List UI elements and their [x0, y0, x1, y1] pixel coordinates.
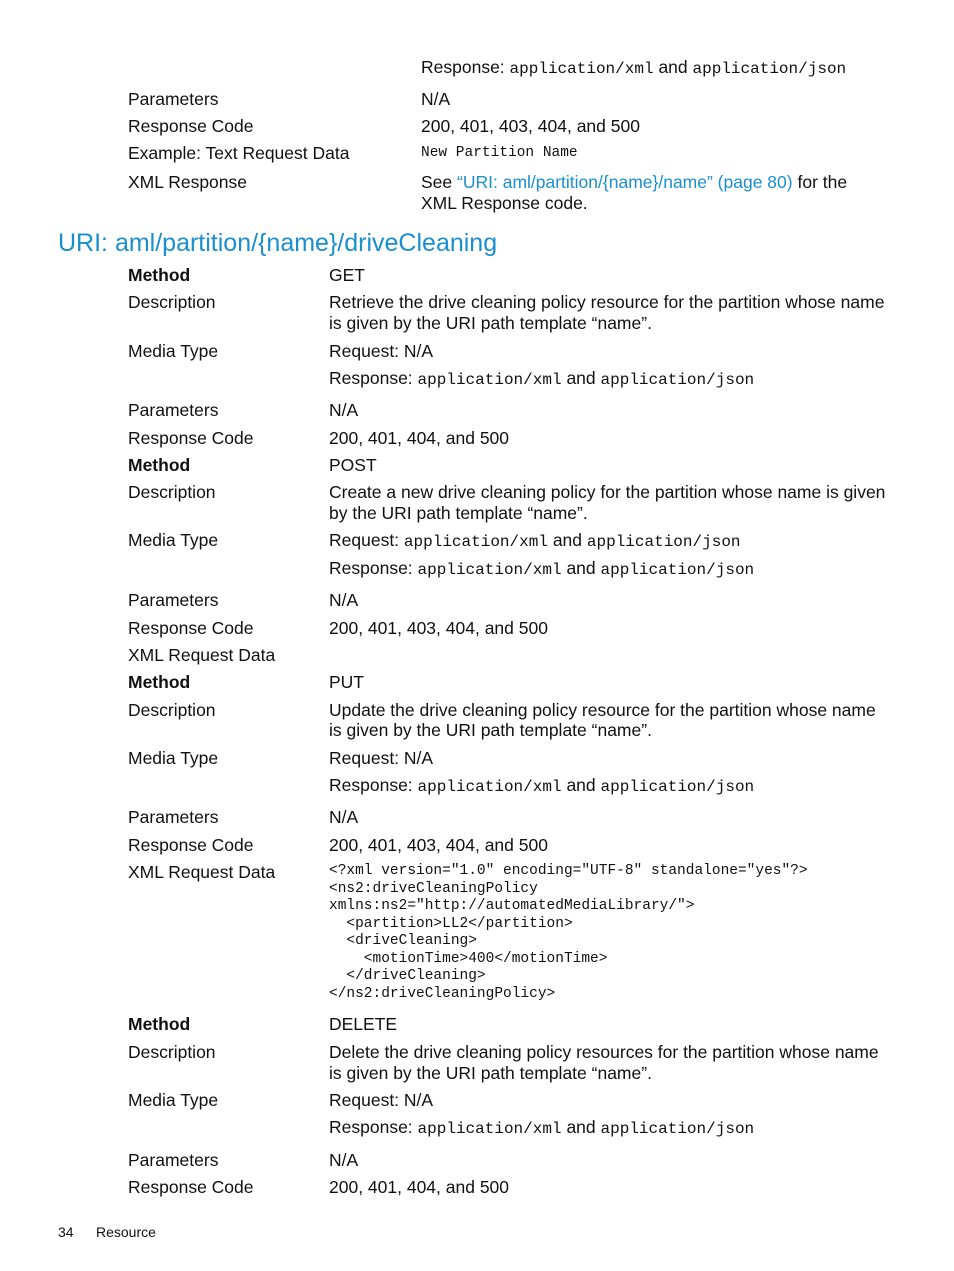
conjunction: and — [566, 368, 596, 388]
description-label: Description — [128, 700, 216, 720]
method-value: POST — [329, 455, 377, 475]
description-line: is given by the URI path template “name”. — [329, 1063, 652, 1083]
media-type-label: Media Type — [128, 748, 219, 768]
request-line: Request: N/A — [329, 1090, 434, 1110]
mime-type: application/xml — [417, 371, 562, 389]
row-value: 200, 401, 403, 404, and 500 — [421, 116, 640, 136]
mime-type: application/json — [586, 533, 741, 551]
method-value: PUT — [329, 672, 364, 692]
method-label: Method — [128, 672, 191, 692]
response-label: Response: — [329, 1117, 418, 1137]
response-line — [329, 775, 754, 796]
parameters-label: Parameters — [128, 807, 219, 827]
mime-type: application/xml — [417, 1120, 562, 1138]
page-number: 34 — [58, 1224, 74, 1240]
description-line: by the URI path template “name”. — [329, 503, 588, 523]
mime-type: application/json — [600, 1120, 755, 1138]
mime-type: application/xml — [417, 778, 562, 796]
parameters-value: N/A — [329, 400, 359, 420]
response-label: Response: — [329, 558, 418, 578]
response-code-value: 200, 401, 404, and 500 — [329, 1177, 510, 1197]
response-code-value: 200, 401, 403, 404, and 500 — [329, 618, 548, 638]
response-code-value: 200, 401, 403, 404, and 500 — [329, 835, 548, 855]
response-code-value: 200, 401, 404, and 500 — [329, 428, 510, 448]
media-type-label: Media Type — [128, 1090, 219, 1110]
conjunction: and — [566, 558, 596, 578]
parameters-label: Parameters — [128, 590, 219, 610]
description-label: Description — [128, 292, 216, 312]
footer-section-name: Resource — [96, 1224, 156, 1240]
row-label: Response Code — [128, 116, 254, 136]
method-label: Method — [128, 1014, 191, 1034]
mime-type: application/json — [600, 371, 755, 389]
description-line: is given by the URI path template “name”. — [329, 720, 652, 740]
description-label: Description — [128, 1042, 216, 1062]
parameters-value: N/A — [329, 807, 359, 827]
request-line: Request: N/A — [329, 341, 434, 361]
response-code-label: Response Code — [128, 618, 254, 638]
row-value: N/A — [421, 89, 451, 109]
response-line — [329, 1117, 754, 1138]
xml-response-line2: XML Response code. — [421, 193, 588, 213]
see-text-after: for the — [797, 172, 848, 192]
xml-request-data-label: XML Request Data — [128, 645, 276, 665]
row-label: XML Response — [128, 172, 247, 192]
conjunction: and — [566, 1117, 596, 1137]
method-label: Method — [128, 455, 191, 475]
xml-response-see-line — [421, 172, 847, 193]
response-label: Response: — [329, 368, 418, 388]
response-line — [329, 368, 754, 389]
parameters-label: Parameters — [128, 1150, 219, 1170]
media-type-label: Media Type — [128, 530, 219, 550]
page-link[interactable]: “URI: aml/partition/{name}/name” (page 80) — [457, 172, 793, 192]
mime-type: application/json — [600, 778, 755, 796]
method-value: GET — [329, 265, 365, 285]
see-text: See — [421, 172, 453, 192]
response-label: Response: — [329, 775, 418, 795]
media-type-label: Media Type — [128, 341, 219, 361]
description-line: Delete the drive cleaning policy resources for the partition whose name — [329, 1042, 879, 1062]
mime-type: application/json — [600, 561, 755, 579]
method-value: DELETE — [329, 1014, 398, 1034]
description-line: Create a new drive cleaning policy for the partition whose name is given — [329, 482, 886, 502]
mime-type: application/json — [692, 60, 847, 78]
section-heading: URI: aml/partition/{name}/driveCleaning — [58, 229, 498, 257]
response-line — [329, 558, 754, 579]
parameters-value: N/A — [329, 590, 359, 610]
description-line: is given by the URI path template “name”. — [329, 313, 652, 333]
request-line — [329, 530, 741, 551]
parameters-value: N/A — [329, 1150, 359, 1170]
request-line: Request: N/A — [329, 748, 434, 768]
parameters-label: Parameters — [128, 400, 219, 420]
xml-request-code-block: <?xml version="1.0" encoding="UTF-8" standalone="yes"?> <ns2:driveCleaningPolicy xmlns:ns2="http://automatedMediaLibrary/"> <partition>LL2</partition> <driveCleaning> <motionTime>400</motionTime> </driveCleaning> </ns2:driveCleaningPolicy> — [329, 863, 808, 1002]
response-code-label: Response Code — [128, 428, 254, 448]
request-label: Request: — [329, 530, 404, 550]
method-label: Method — [128, 265, 191, 285]
conjunction: and — [658, 57, 688, 77]
conjunction: and — [552, 530, 583, 550]
row-value-code: New Partition Name — [421, 145, 578, 161]
description-line: Update the drive cleaning policy resource for the partition whose name — [329, 700, 876, 720]
description-line: Retrieve the drive cleaning policy resource for the partition whose name — [329, 292, 885, 312]
mime-type: application/xml — [417, 561, 562, 579]
response-label: Response: — [421, 57, 510, 77]
top-response-line — [421, 57, 846, 78]
mime-type: application/xml — [509, 60, 654, 78]
description-label: Description — [128, 482, 216, 502]
response-code-label: Response Code — [128, 1177, 254, 1197]
response-code-label: Response Code — [128, 835, 254, 855]
row-label: Example: Text Request Data — [128, 143, 350, 163]
mime-type: application/xml — [403, 533, 548, 551]
conjunction: and — [566, 775, 596, 795]
row-label: Parameters — [128, 89, 219, 109]
xml-request-data-label: XML Request Data — [128, 862, 276, 882]
